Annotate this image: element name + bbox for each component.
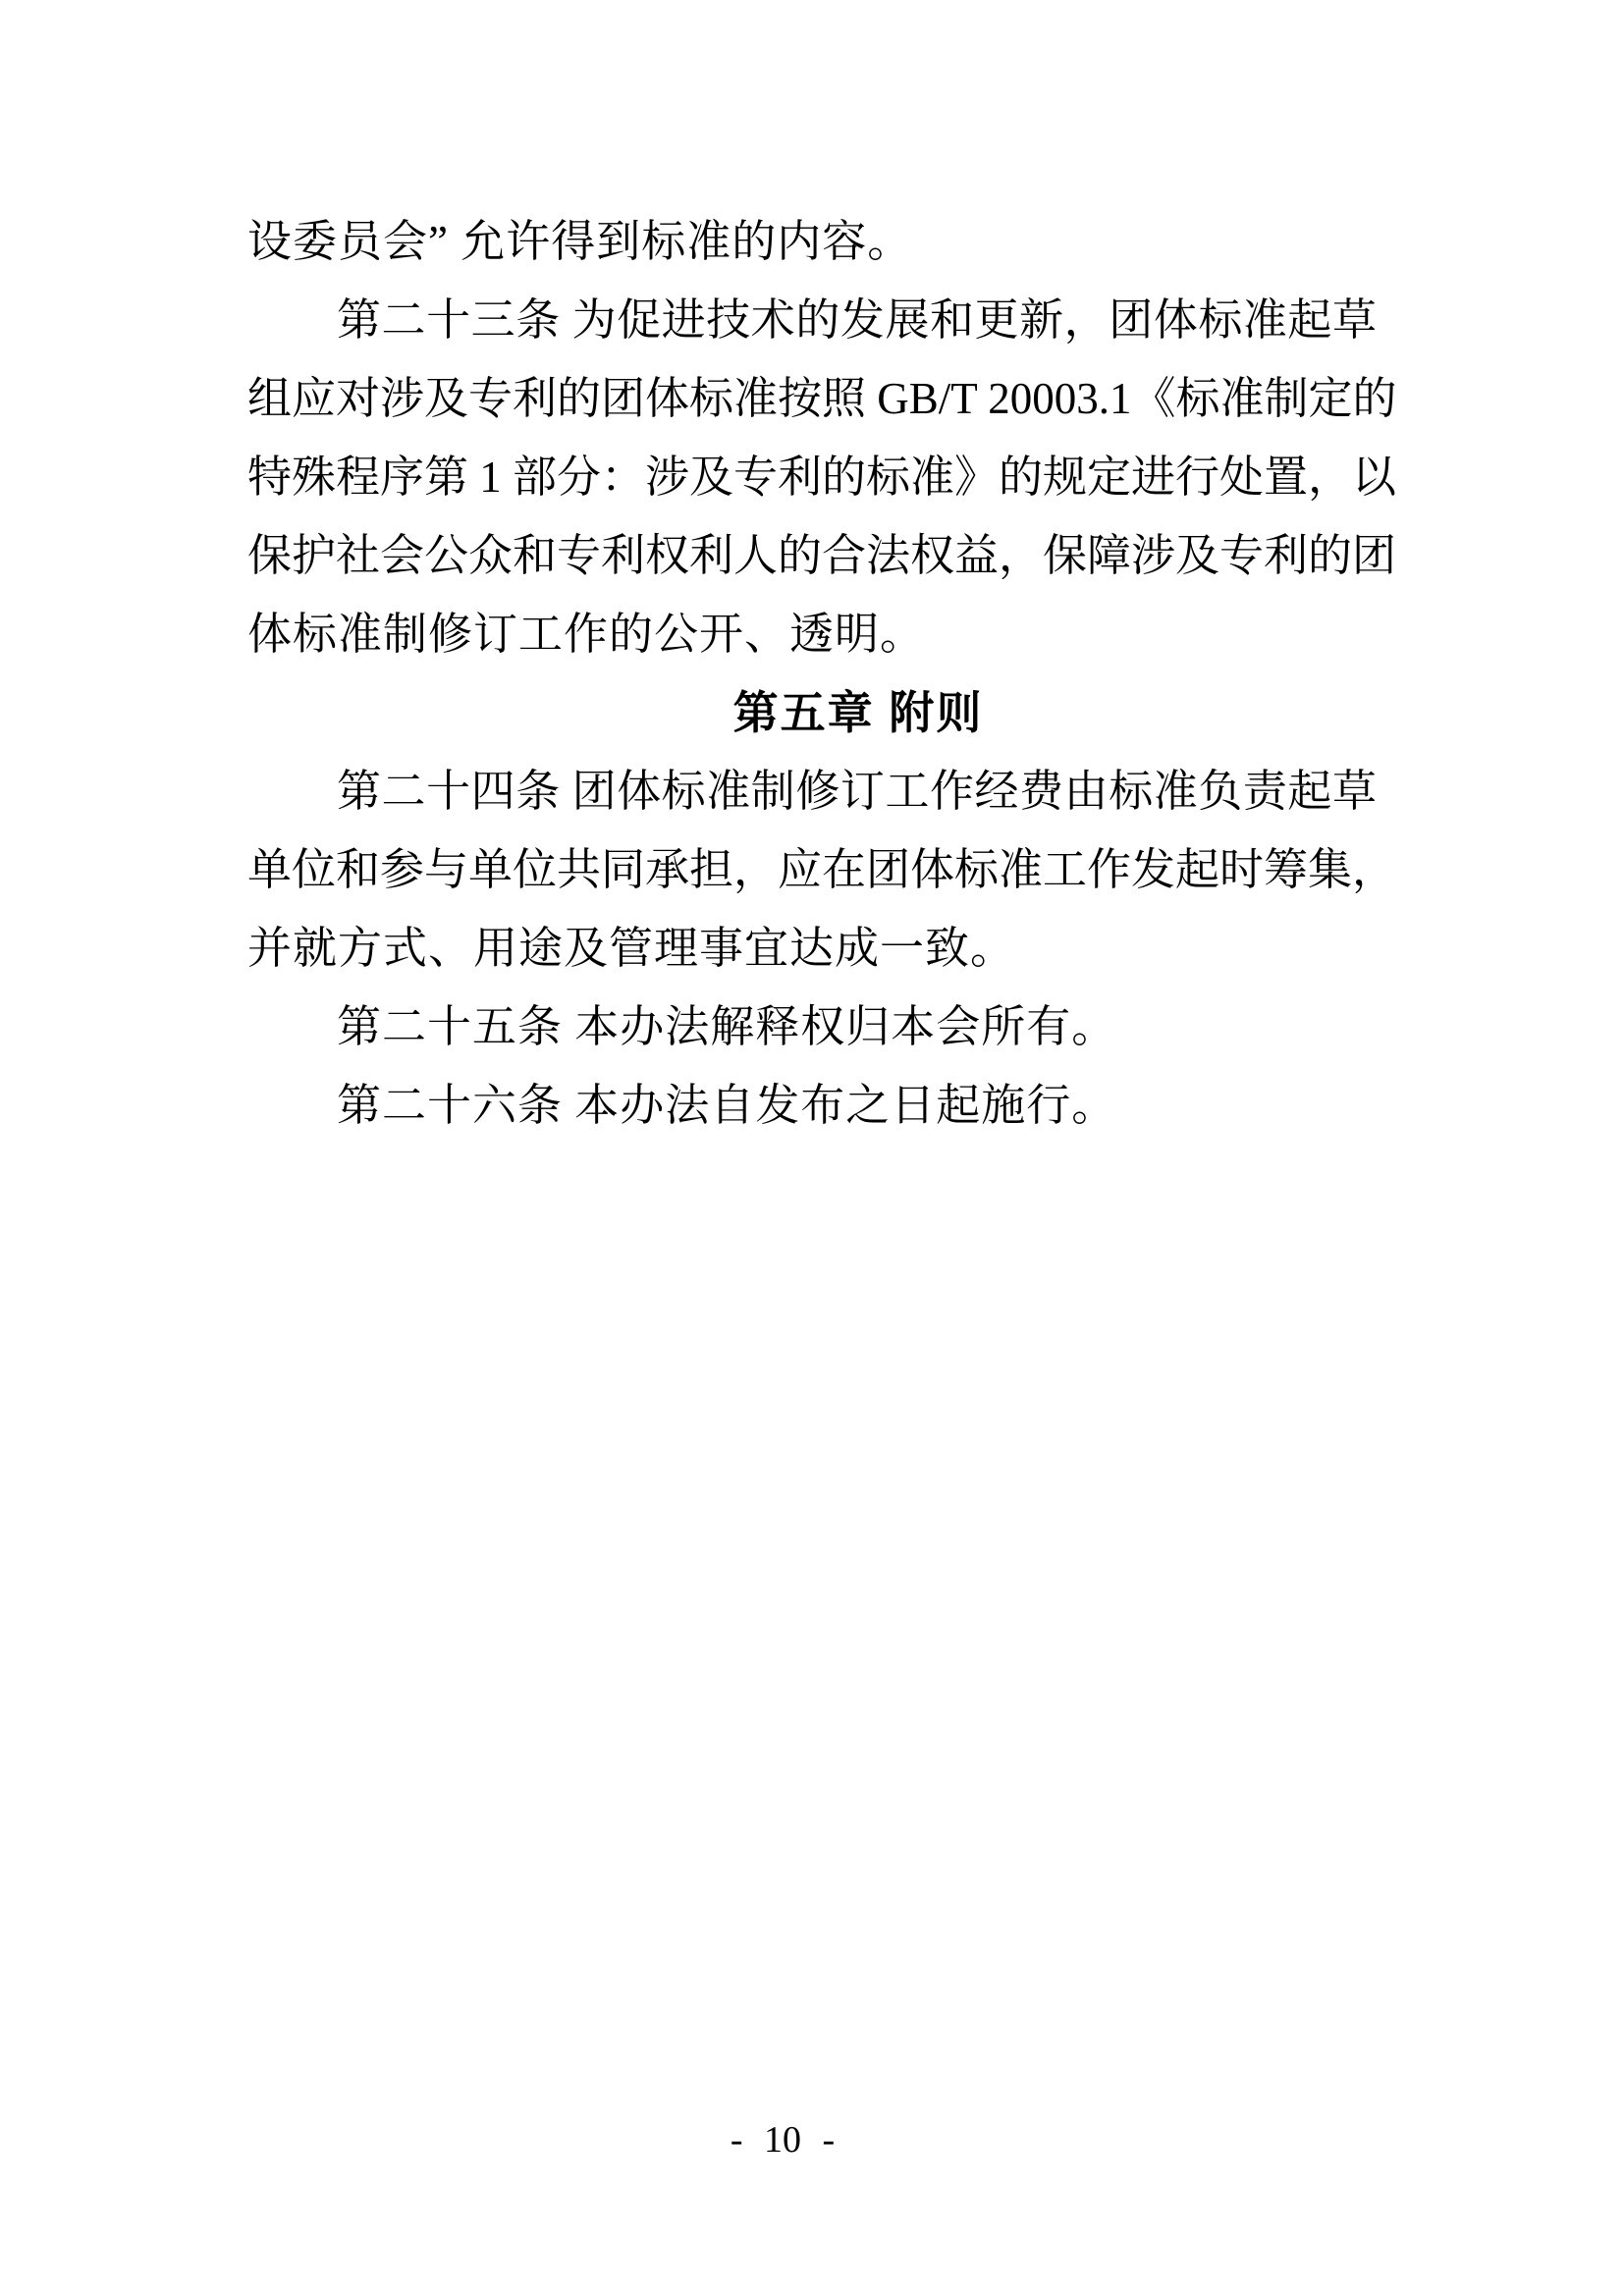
page-number: - 10 - [730, 2119, 836, 2161]
document-body [247, 202, 1397, 1145]
body-line: 第二十六条 本办法自发布之日起施行。 [337, 1081, 1117, 1130]
body-line: 保护社会公众和专利权利人的合法权益，保障涉及专利的团 [247, 531, 1397, 580]
body-line: 第二十四条 团体标准制修订工作经费由标准负责起草 [337, 767, 1377, 816]
body-line: 单位和参与单位共同承担，应在团体标准工作发起时筹集， [247, 845, 1397, 894]
body-line: 第二十五条 本办法解释权归本会所有。 [337, 1002, 1117, 1051]
body-line: 第二十三条 为促进技术的发展和更新，团体标准起草 [337, 295, 1377, 345]
body-line: 并就方式、用途及管理事宜达成一致。 [247, 924, 1016, 973]
body-line: 组应对涉及专利的团体标准按照 GB/T 20003.1《标准制定的 [247, 374, 1397, 423]
body-line: 特殊程序第 1 部分：涉及专利的标准》的规定进行处置，以 [247, 453, 1397, 502]
chapter-heading: 第五章 附则 [732, 687, 984, 738]
body-line: 体标准制修订工作的公开、透明。 [247, 610, 926, 659]
body-line: 设委员会” 允许得到标准的内容。 [247, 217, 913, 266]
